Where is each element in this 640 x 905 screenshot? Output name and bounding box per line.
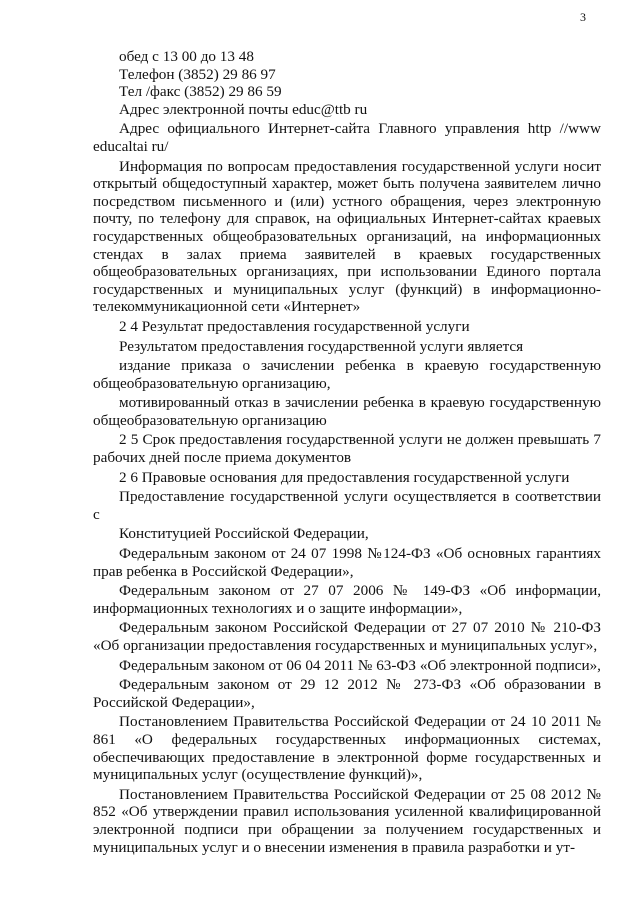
paragraph-result-order: издание приказа о зачислении ребенка в краевую государственную общеобразовательную организацию, bbox=[93, 357, 601, 392]
section-heading-2-4: 2 4 Результат предоставления государственной услуги bbox=[119, 317, 470, 335]
section-heading-2-6: 2 6 Правовые основания для предоставления государственной услуги bbox=[119, 468, 570, 486]
law-item: Федеральным законом от 24 07 1998 №124-ФЗ «Об основных гарантиях прав ребенка в Российской Федерации», bbox=[93, 545, 601, 580]
paragraph-result-refusal: мотивированный отказ в зачислении ребенка в краевую государственную общеобразовательную организацию bbox=[93, 394, 601, 429]
law-item: Федеральным законом от 29 12 2012 № 273-ФЗ «Об образовании в Российской Федерации», bbox=[93, 676, 601, 711]
law-item: Федеральным законом от 27 07 2006 № 149-ФЗ «Об информации, информационных технологиях и о защите информации», bbox=[93, 582, 601, 617]
paragraph-fax: Тел /факс (3852) 29 86 59 bbox=[119, 83, 282, 101]
paragraph-lunch-hours: обед с 13 00 до 13 48 bbox=[119, 48, 254, 65]
paragraph-phone: Телефон (3852) 29 86 97 bbox=[119, 65, 276, 83]
paragraph-website: Адрес официального Интернет-сайта Главного управления http //www educaltai ru/ bbox=[93, 120, 601, 155]
law-item: Постановлением Правительства Российской Федерации от 25 08 2012 № 852 «Об утверждении правил использования усиленной квалифицированной электронной подписи при обращении за получением государственных и муниципальных услуг и о внесении изменения в правила разработки и ут- bbox=[93, 785, 601, 856]
section-heading-2-5: 2 5 Срок предоставления государственной услуги не должен превышать 7 рабочих дней после приема документов bbox=[93, 431, 601, 467]
law-item: Постановлением Правительства Российской Федерации от 24 10 2011 № 861 «О федеральных государственных информационных системах, обеспечивающих предоставление в электронной форме государственных и муниципальных услуг (осуществление функций)», bbox=[93, 713, 601, 784]
document-body bbox=[93, 48, 601, 856]
page-number: 3 bbox=[580, 10, 586, 24]
paragraph-information: Информация по вопросам предоставления государственной услуги носит открытый общедоступный характер, может быть получена заявителем лично посредством письменного и (или) устного обращения, через электронную почту, по телефону для справок, на официальных Интернет-сайтах краевых государственных общеобразовательных организаций, на информационных стендах в залах приема заявителей в краевых государственных общеобразовательных организациях, при использовании Единого портала государственных и муниципальных услуг (функций) в информационно-телекоммуникационной сети «Интернет» bbox=[93, 157, 601, 316]
law-item: Федеральным законом от 06 04 2011 № 63-ФЗ «Об электронной подписи», bbox=[119, 656, 601, 674]
law-item: Федеральным законом Российской Федерации от 27 07 2010 № 210-ФЗ «Об организации предоставления государственных и муниципальных услуг», bbox=[93, 619, 601, 654]
paragraph-email: Адрес электронной почты educ@ttb ru bbox=[119, 100, 368, 118]
law-item: Конституцией Российской Федерации, bbox=[119, 525, 369, 543]
paragraph-legal-basis: Предоставление государственной услуги осуществляется в соответствии с bbox=[93, 488, 601, 523]
paragraph-result: Результатом предоставления государственной услуги является bbox=[119, 337, 524, 355]
